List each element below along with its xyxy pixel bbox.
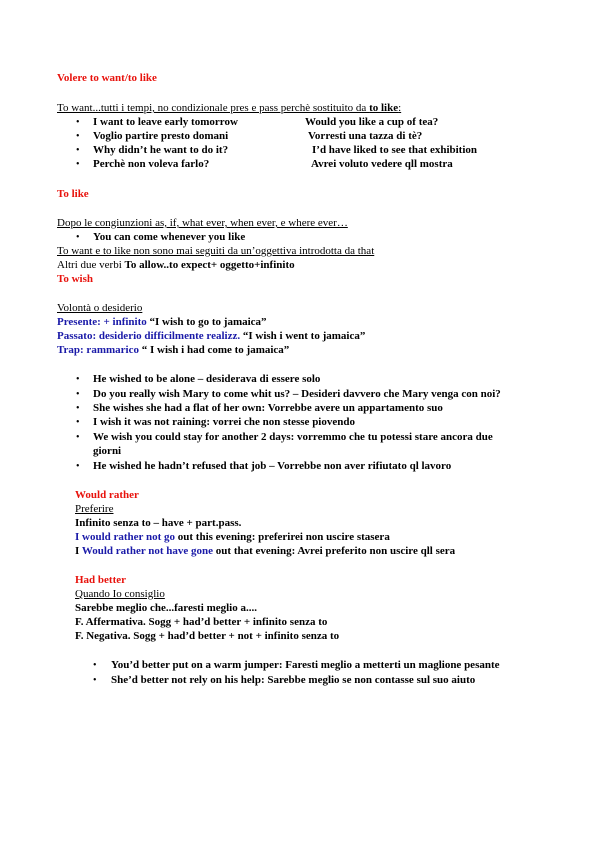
example-rest: out that evening: Avrei preferito non uscire qll sera [213, 545, 456, 557]
trap-label: Trap: rammarico [57, 344, 139, 356]
example-right: Vorresti una tazza di tè? [308, 130, 423, 142]
presente-example: “I wish to go to jamaica” [146, 316, 267, 328]
wish-example: He wished he hadn’t refused that job – Vorrebbe non aver rifiutato ql lavoro [93, 460, 452, 472]
trap-line [57, 344, 289, 357]
section-title-would-rather: Would rather [75, 489, 139, 501]
section-title-volere: Volere to want/to like [57, 72, 157, 84]
wish-example-continuation: giorni [93, 445, 122, 457]
intro-colon: : [398, 102, 402, 114]
wish-example: She wishes she had a flat of her own: Vorrebbe avere un appartamento suo [93, 402, 443, 414]
example-whenever: You can come whenever you like [93, 231, 246, 243]
would-rather-subtitle: Preferire [75, 503, 114, 515]
example-highlight: Would rather not have gone [81, 545, 214, 557]
other-verbs-text: Altri due verbi [57, 259, 125, 271]
example-right: Would you like a cup of tea? [305, 116, 439, 128]
would-rather-rule: Infinito senza to – have + part.pass. [75, 517, 242, 529]
example-rest: out this evening: preferirei non uscire stasera [175, 531, 390, 543]
bullet-icon: • [76, 417, 80, 428]
would-rather-example-1 [75, 531, 390, 544]
passato-example: “I wish i went to jamaica” [240, 330, 366, 342]
would-rather-example-2 [75, 545, 455, 558]
example-left: Perchè non voleva farlo? [93, 158, 210, 170]
example-right: I’d have liked to see that exhibition [312, 144, 478, 156]
example-right: Avrei voluto vedere qll mostra [311, 158, 453, 170]
rule-line: To want e to like non sono mai seguiti da un’oggettiva introdotta da that [57, 245, 375, 257]
trap-example: “ I wish i had come to jamaica” [138, 344, 290, 356]
had-better-affirmative: F. Affermativa. Sogg + had’d better + infinito senza to [75, 616, 328, 628]
bullet-icon: • [76, 461, 80, 472]
wish-example: We wish you could stay for another 2 days: vorremmo che tu potessi stare ancora due [93, 431, 493, 443]
example-prefix: I [75, 545, 82, 557]
presente-line [57, 316, 267, 329]
bullet-icon: • [76, 232, 80, 243]
example-left: I want to leave early tomorrow [93, 116, 238, 128]
other-verbs-bold: To allow..to expect+ oggetto+infinito [124, 259, 295, 271]
wish-subtitle: Volontà o desiderio [57, 302, 143, 314]
section-title-had-better: Had better [75, 574, 127, 586]
example-left: Why didn’t he want to do it? [93, 144, 229, 156]
passato-label: Passato: desiderio difficilmente realizz. [57, 330, 241, 342]
bullet-icon: • [93, 660, 97, 671]
had-better-example: She’d better not rely on his help: Sarebbe meglio se non contasse sul suo aiuto [111, 674, 476, 686]
bullet-icon: • [76, 117, 80, 128]
section-title-to-wish: To wish [57, 273, 93, 285]
bullet-icon: • [93, 675, 97, 686]
bullet-icon: • [76, 389, 80, 400]
example-highlight: I would rather not go [75, 531, 176, 543]
example-left: Voglio partire presto domani [93, 130, 229, 142]
bullet-icon: • [76, 374, 80, 385]
conjunctions-line: Dopo le congiunzioni as, if, what ever, when ever, e where ever… [57, 217, 348, 229]
presente-label: Presente: + infinito [57, 316, 147, 328]
intro-line [57, 102, 401, 115]
had-better-meaning: Sarebbe meglio che...faresti meglio a.... [75, 602, 257, 614]
had-better-negative: F. Negativa. Sogg + had’d better + not + infinito senza to [75, 630, 340, 642]
bullet-icon: • [76, 432, 80, 443]
bullet-icon: • [76, 403, 80, 414]
section-title-to-like: To like [57, 188, 89, 200]
bullet-icon: • [76, 159, 80, 170]
other-verbs-line [57, 259, 295, 272]
passato-line [57, 330, 365, 343]
wish-example: Do you really wish Mary to come whit us? – Desideri davvero che Mary venga con noi? [93, 388, 501, 400]
wish-example: He wished to be alone – desiderava di essere solo [93, 373, 321, 385]
had-better-example: You’d better put on a warm jumper: Faresti meglio a metterti un maglione pesante [111, 659, 500, 671]
had-better-subtitle: Quando Io consiglio [75, 588, 165, 600]
wish-example: I wish it was not raining: vorrei che non stesse piovendo [93, 416, 355, 428]
intro-text: To want...tutti i tempi, no condizionale pres e pass perchè sostituito da [57, 102, 370, 114]
intro-bold: to like [369, 102, 399, 114]
bullet-icon: • [76, 131, 80, 142]
bullet-icon: • [76, 145, 80, 156]
